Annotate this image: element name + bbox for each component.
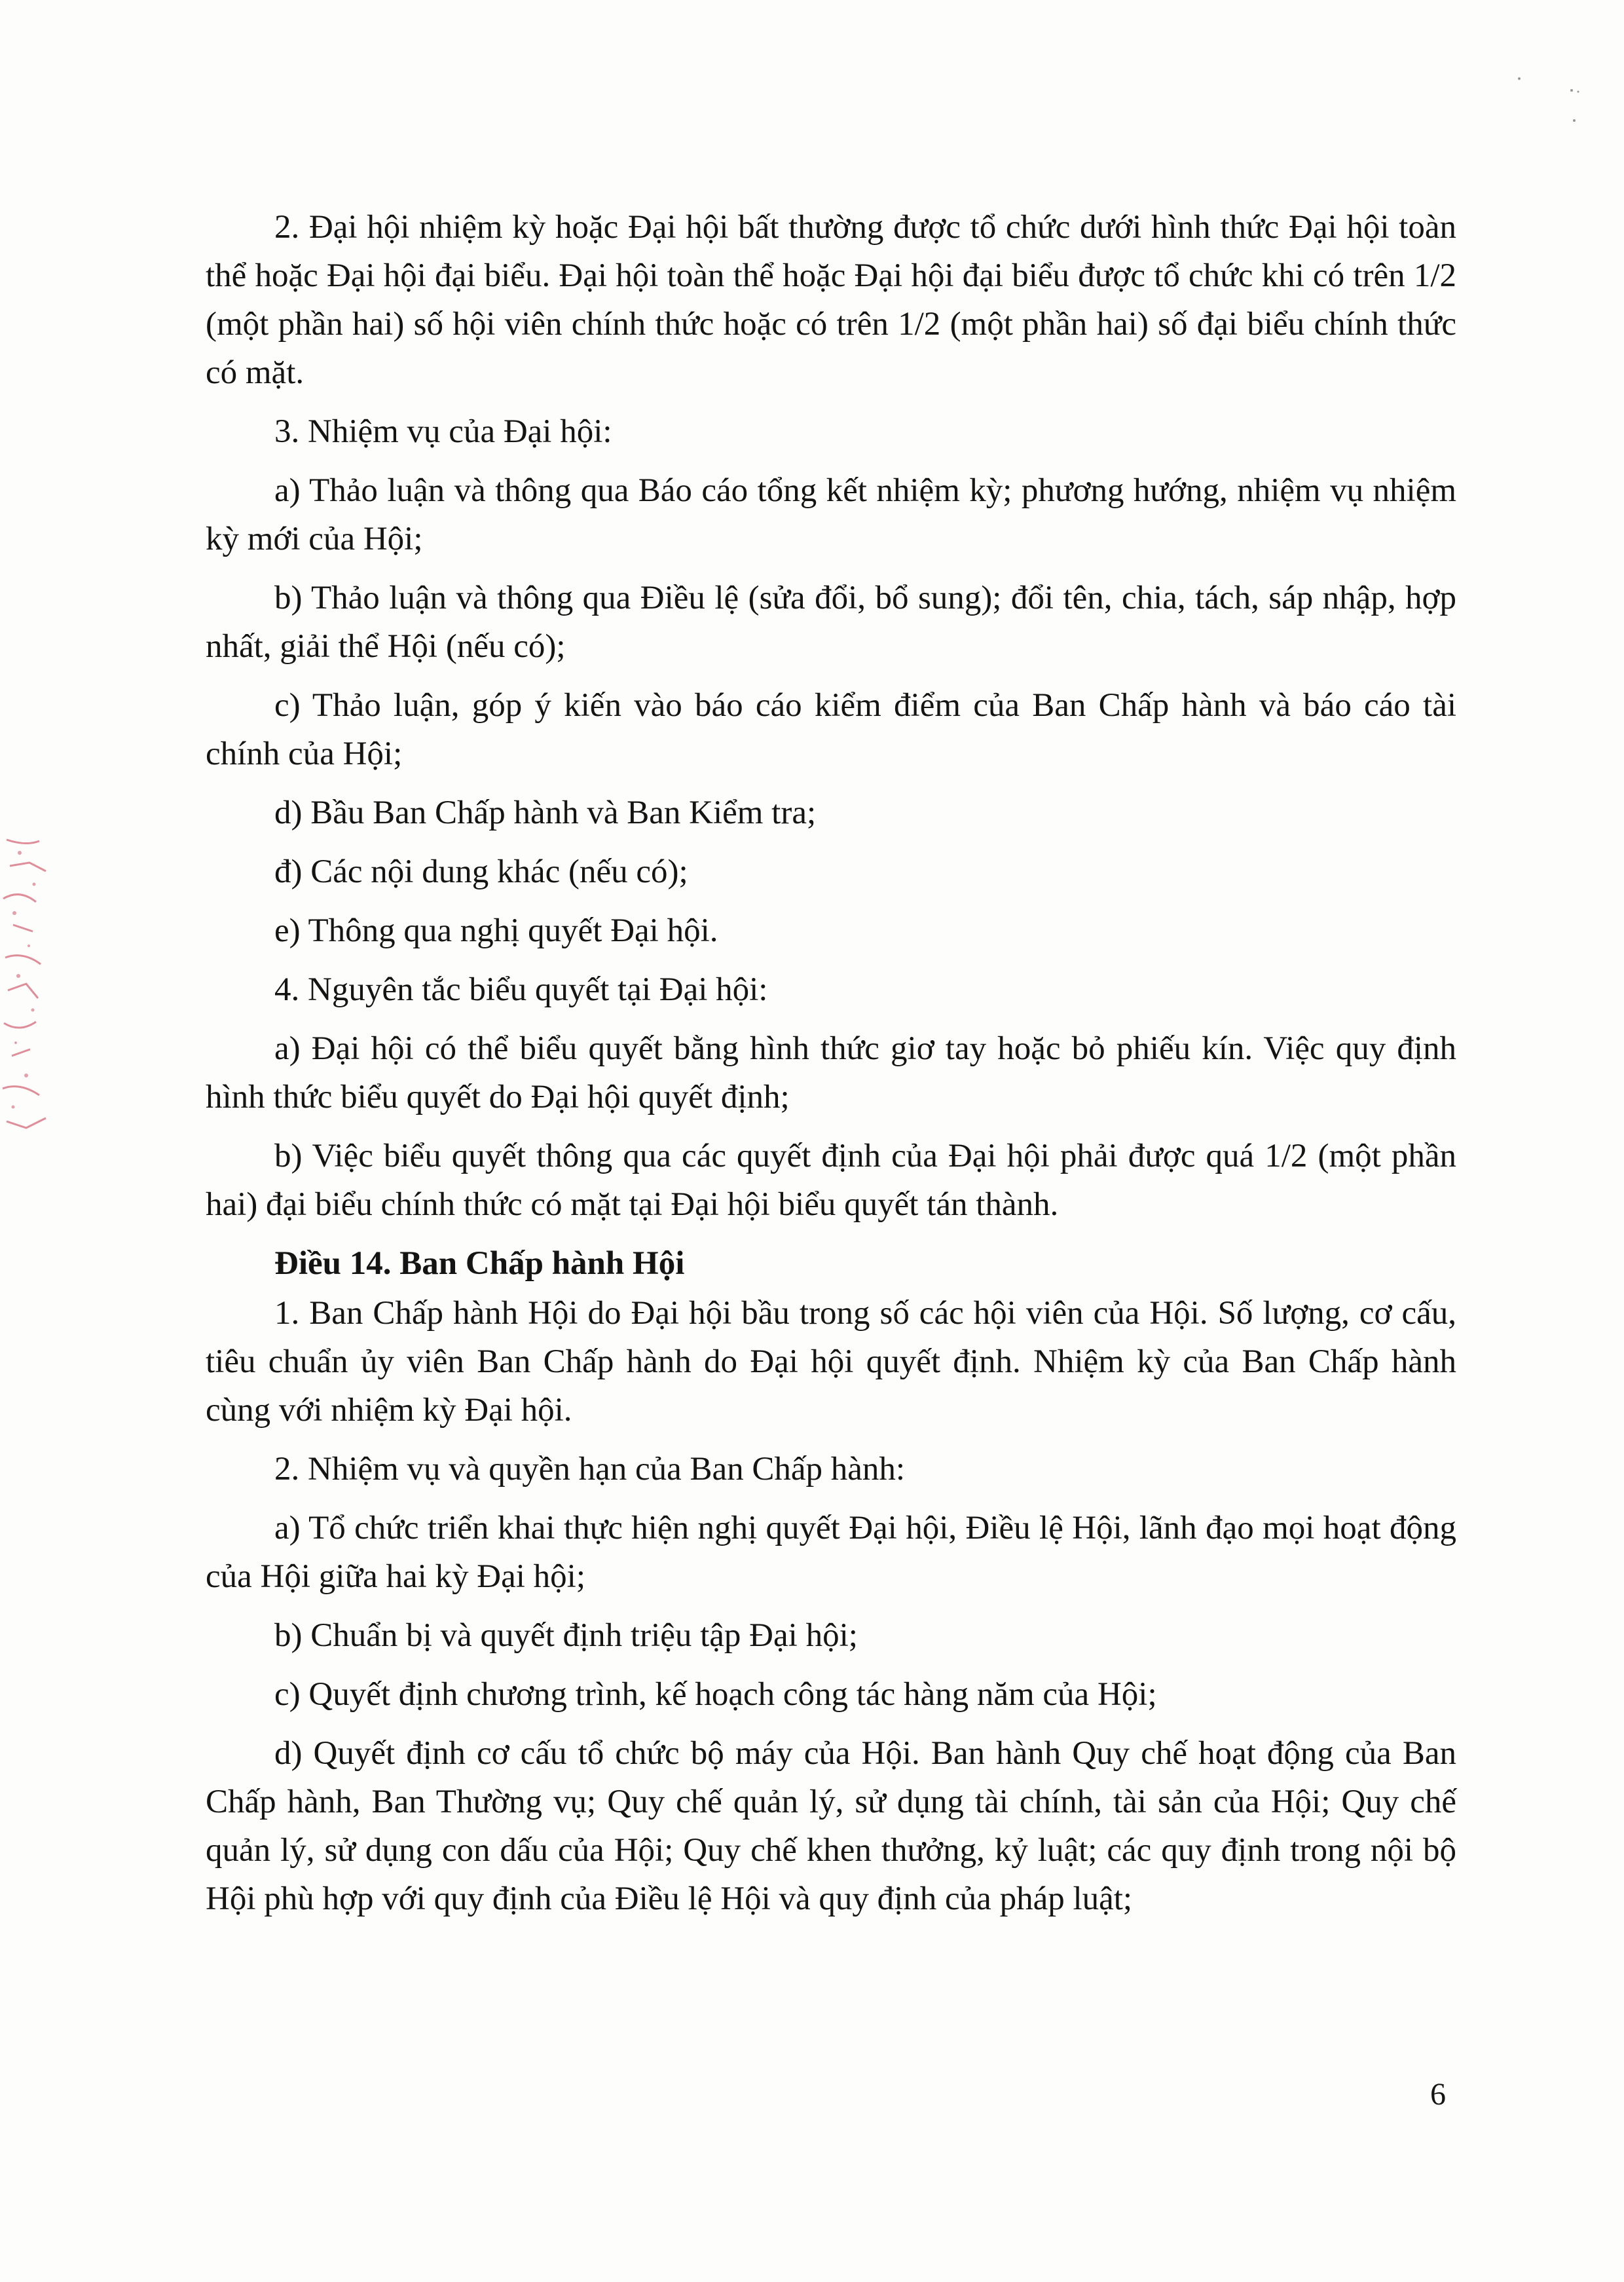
article-14-item-d: d) Quyết định cơ cấu tổ chức bộ máy của Hội. Ban hành Quy chế hoạt động của Ban Chấp hành, Ban Thường vụ; Quy chế quản lý, sử dụng tài chính, tài sản của Hội; Quy chế quản lý, sử dụng con dấu của Hội; Quy chế khen thưởng, kỷ luật; các quy định trong nội bộ Hội phù hợp với quy định của Điều lệ Hội và quy định của pháp luật;	[206, 1735, 1456, 1917]
list-item-a-thao-luan-bao-cao: a) Thảo luận và thông qua Báo cáo tổng kết nhiệm kỳ; phương hướng, nhiệm vụ nhiệm kỳ mới của Hội;	[206, 472, 1456, 557]
article-14-clause-1: 1. Ban Chấp hành Hội do Đại hội bầu trong số các hội viên của Hội. Số lượng, cơ cấu, tiêu chuẩn ủy viên Ban Chấp hành do Đại hội quyết định. Nhiệm kỳ của Ban Chấp hành cùng với nhiệm kỳ Đại hội.	[206, 1295, 1456, 1429]
article-14-heading: Điều 14. Ban Chấp hành Hội	[274, 1245, 685, 1282]
article-14-item-a: a) Tổ chức triển khai thực hiện nghị quyết Đại hội, Điều lệ Hội, lãnh đạo mọi hoạt động của Hội giữa hai kỳ Đại hội;	[206, 1510, 1456, 1595]
article-14-item-c: c) Quyết định chương trình, kế hoạch công tác hàng năm của Hội;	[274, 1676, 1157, 1713]
page-number: 6	[1430, 2077, 1446, 2112]
seal-stamp-fragment	[0, 827, 59, 1141]
article-14-item-b: b) Chuẩn bị và quyết định triệu tập Đại hội;	[274, 1617, 858, 1654]
paragraph-4-nguyen-tac-bieu-quyet: 4. Nguyên tắc biểu quyết tại Đại hội:	[274, 971, 768, 1008]
document-body	[206, 203, 1456, 1934]
paragraph-2-dai-hoi-hinh-thuc: 2. Đại hội nhiệm kỳ hoặc Đại hội bất thường được tổ chức dưới hình thức Đại hội toàn thể hoặc Đại hội đại biểu. Đại hội toàn thể hoặc Đại hội đại biểu được tổ chức khi có trên 1/2 (một phần hai) số hội viên chính thức hoặc có trên 1/2 (một phần hai) số đại biểu chính thức có mặt.	[206, 209, 1456, 391]
list-item-e-nghi-quyet: e) Thông qua nghị quyết Đại hội.	[274, 912, 718, 949]
list-item-b-dieu-le: b) Thảo luận và thông qua Điều lệ (sửa đổi, bổ sung); đổi tên, chia, tách, sáp nhập, hợp nhất, giải thể Hội (nếu có);	[206, 580, 1456, 665]
list-item-b-ty-le-tan-thanh: b) Việc biểu quyết thông qua các quyết định của Đại hội phải được quá 1/2 (một phần hai) đại biểu chính thức có mặt tại Đại hội biểu quyết tán thành.	[206, 1138, 1456, 1223]
list-item-d-bau-ban-chap-hanh: d) Bầu Ban Chấp hành và Ban Kiểm tra;	[274, 795, 817, 831]
list-item-dd-noi-dung-khac: đ) Các nội dung khác (nếu có);	[274, 853, 688, 890]
scan-specks	[1506, 65, 1598, 131]
article-14-clause-2: 2. Nhiệm vụ và quyền hạn của Ban Chấp hành:	[274, 1451, 906, 1487]
list-item-a-hinh-thuc-bieu-quyet: a) Đại hội có thể biểu quyết bằng hình thức giơ tay hoặc bỏ phiếu kín. Việc quy định hình thức biểu quyết do Đại hội quyết định;	[206, 1030, 1456, 1115]
list-item-c-kiem-diem: c) Thảo luận, góp ý kiến vào báo cáo kiểm điểm của Ban Chấp hành và báo cáo tài chính của Hội;	[206, 687, 1456, 772]
paragraph-3-nhiem-vu-dai-hoi: 3. Nhiệm vụ của Đại hội:	[274, 413, 612, 450]
